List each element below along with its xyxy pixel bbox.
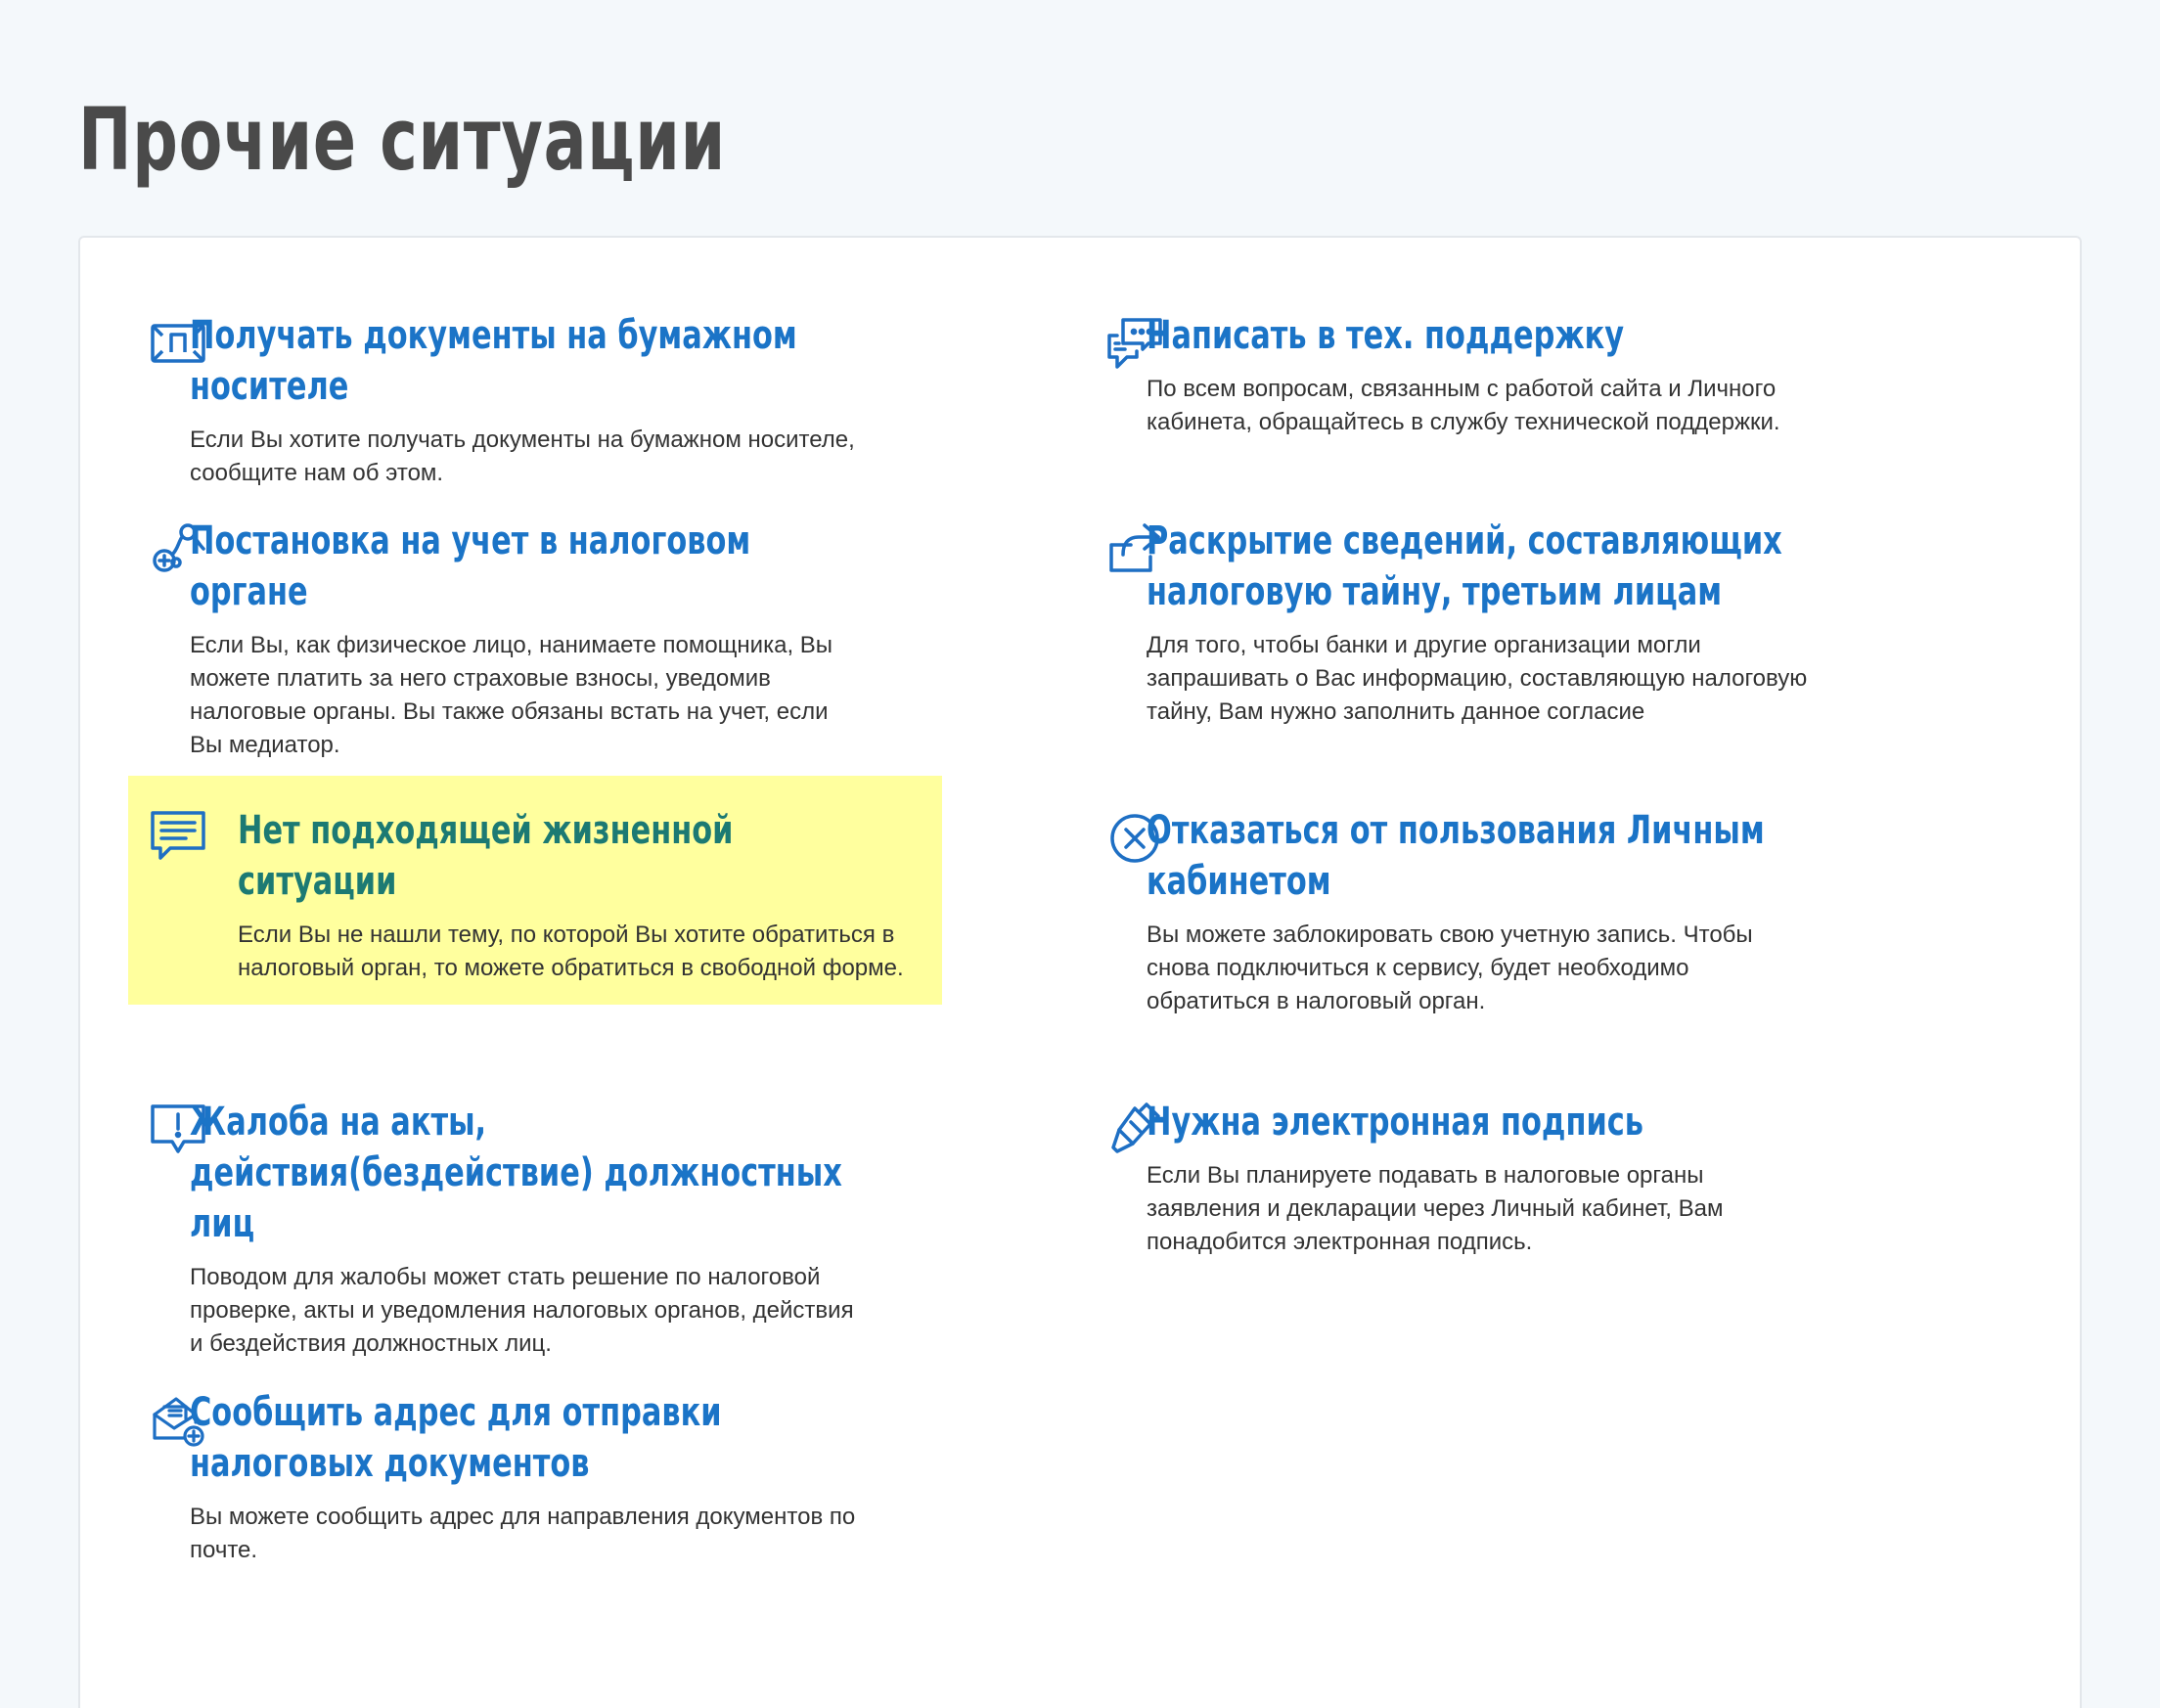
situation-title[interactable]: Жалоба на акты, действия(бездействие) должностных лиц: [190, 1100, 842, 1246]
situation-refuse-cabinet[interactable]: [1037, 805, 1851, 1018]
situation-description: Если Вы планируете подавать в налоговые органы заявления и декларации через Личный кабинет, Вам понадобится электронная подпись.: [1147, 1162, 1724, 1255]
situation-description: Если Вы, как физическое лицо, нанимаете помощника, Вы можете платить за него страховые взносы, уведомив налоговые органы. Вы также обязаны встать на учет, если Вы медиатор.: [190, 632, 833, 758]
situation-title[interactable]: Нет подходящей жизненной ситуации: [238, 808, 734, 904]
situation-description: Вы можете заблокировать свою учетную запись. Чтобы снова подключиться к сервису, будет необходимо обратиться в налоговый орган.: [1147, 921, 1753, 1014]
situation-send-address[interactable]: [80, 1387, 894, 1567]
situation-e-signature[interactable]: [1037, 1097, 1851, 1259]
situation-no-matching[interactable]: [128, 776, 942, 1005]
situation-title[interactable]: Получать документы на бумажном носителе: [190, 313, 797, 409]
page-title: Прочие ситуации: [78, 89, 727, 190]
situation-title[interactable]: Отказаться от пользования Личным кабинетом: [1147, 808, 1765, 904]
situation-registration[interactable]: [80, 516, 894, 762]
situation-title[interactable]: Раскрытие сведений, составляющих налоговую тайну, третьим лицам: [1147, 518, 1782, 614]
situation-paper-documents[interactable]: [80, 310, 894, 490]
situation-description: Для того, чтобы банки и другие организации могли запрашивать о Вас информацию, составляющую налоговую тайну, Вам нужно заполнить данное согласие: [1147, 632, 1808, 725]
situation-complaint[interactable]: [80, 1097, 894, 1361]
situation-title[interactable]: Постановка на учет в налоговом органе: [190, 518, 751, 614]
situation-support[interactable]: [1037, 310, 1851, 439]
situation-disclosure[interactable]: [1037, 516, 1851, 729]
message-lines-icon: [149, 807, 207, 866]
situation-title[interactable]: Сообщить адрес для отправки налоговых документов: [190, 1390, 722, 1486]
situation-title[interactable]: Написать в тех. поддержку: [1147, 313, 1625, 358]
situation-title[interactable]: Нужна электронная подпись: [1147, 1100, 1644, 1145]
situation-description: Поводом для жалобы может стать решение по налоговой проверке, акты и уведомления налоговых органов, действия и бездействия должностных лиц.: [190, 1264, 854, 1357]
situation-description: Если Вы хотите получать документы на бумажном носителе, сообщите нам об этом.: [190, 427, 855, 486]
situations-card: [78, 236, 2082, 1708]
situation-description: Вы можете сообщить адрес для направления документов по почте.: [190, 1504, 856, 1563]
situation-description: Если Вы не нашли тему, по которой Вы хотите обратиться в налоговый орган, то можете обратиться в свободной форме.: [238, 921, 904, 981]
situation-description: По всем вопросам, связанным с работой сайта и Личного кабинета, обращайтесь в службу технической поддержки.: [1147, 376, 1780, 435]
